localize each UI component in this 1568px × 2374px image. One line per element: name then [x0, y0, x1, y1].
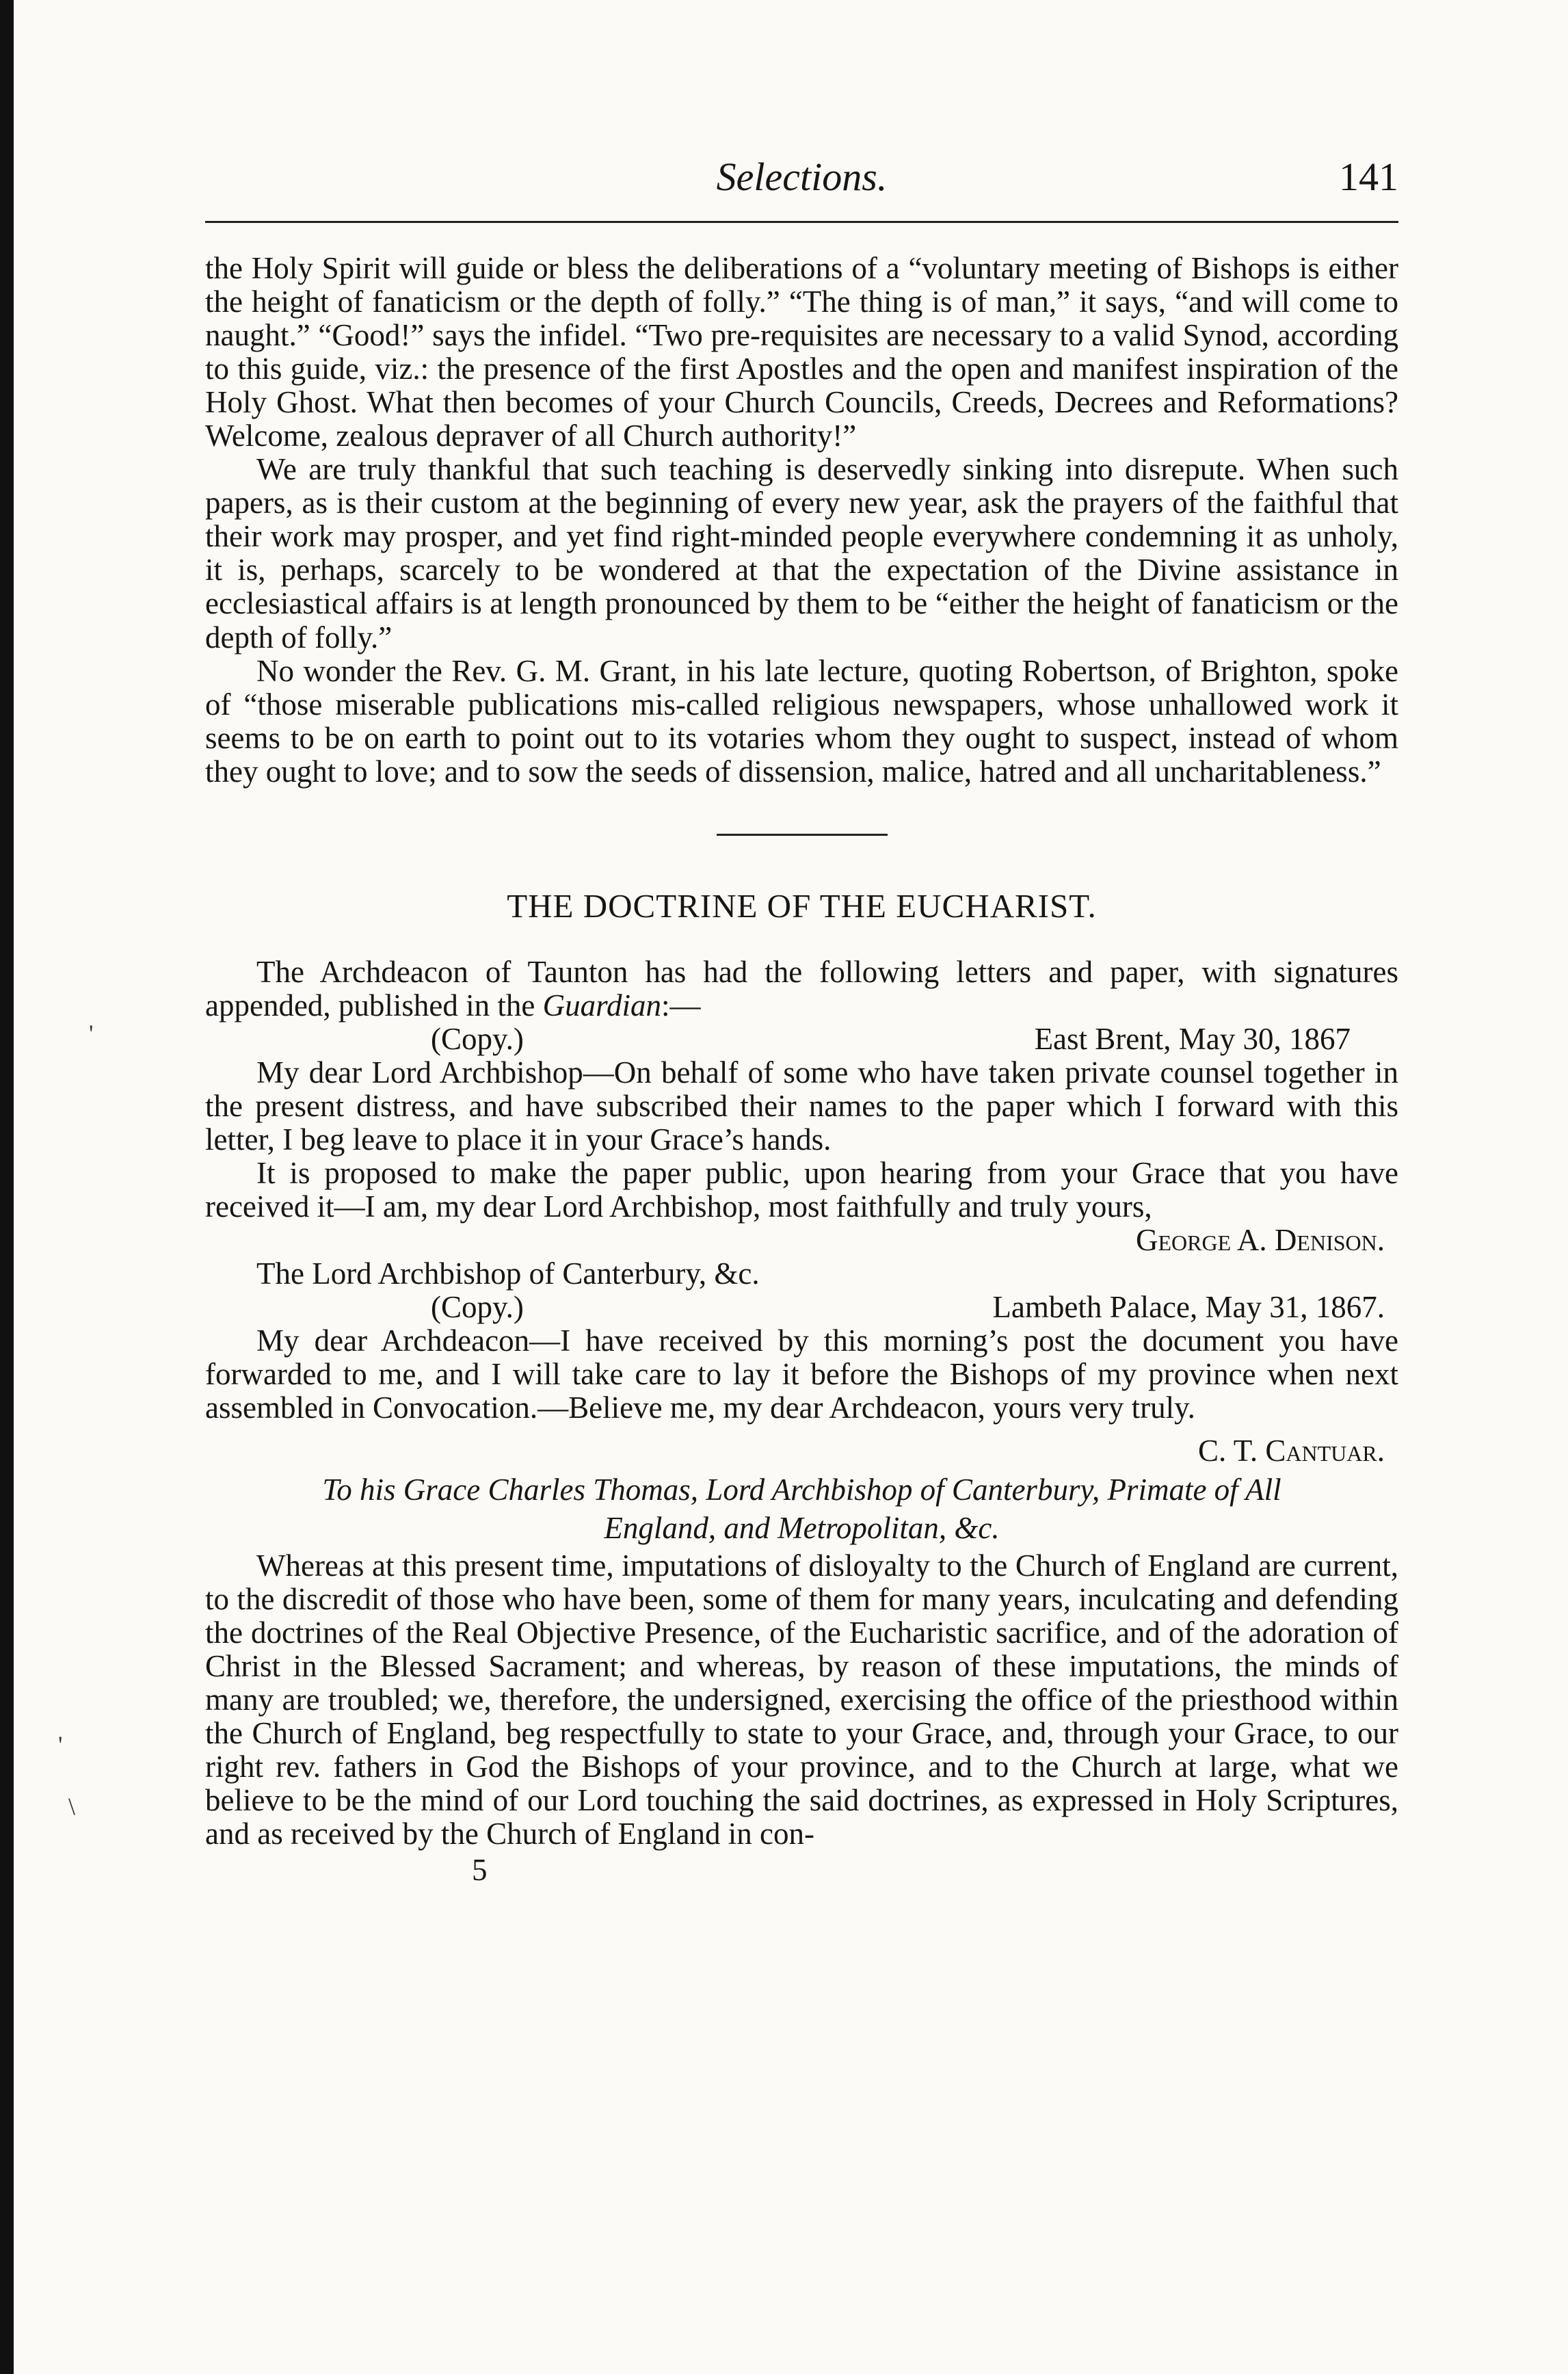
letter1-closing: It is proposed to make the paper public, upon hearing from your Grace that you have received it—I am, my dear Lord Archbishop, most faithfully and truly yours,: [205, 1156, 1398, 1224]
section-divider: [717, 834, 888, 836]
letter1-body: My dear Lord Archbishop—On behalf of some who have taken private counsel together in the present distress, and have subscribed their names to the paper which I forward with this letter, I beg leave to place it in your Grace’s hands.: [205, 1055, 1398, 1157]
article-heading: THE DOCTRINE OF THE EUCHARIST.: [507, 886, 1097, 925]
book-page: [205, 154, 1398, 1887]
letter2-header: [205, 1291, 1398, 1324]
printer-signature-mark: 5: [472, 1852, 488, 1887]
paragraph-disrepute: We are truly thankful that such teaching is deservedly sinking into disrepute. When such papers, as is their custom at the beginning of every new year, ask the prayers of the faithful that their work may prosper, and yet find right-minded people everywhere condemning it as unholy, it is, perhaps, scarcely to be wondered at that the expectation of the Divine assistance in ecclesiastical affairs is at length pronounced by them to be “either the height of fanaticism or the depth of folly.”: [205, 452, 1398, 655]
article-intro: [205, 955, 1398, 1023]
letter2-copy-label: (Copy.): [431, 1290, 524, 1325]
margin-speck: ': [58, 1731, 63, 1758]
letter1-signature: George A. Denison.: [1136, 1223, 1385, 1258]
running-title: Selections.: [716, 155, 888, 199]
letter1-addressee: The Lord Archbishop of Canterbury, &c.: [256, 1256, 760, 1291]
letter1-place-date: East Brent, May 30, 1867: [1034, 1021, 1351, 1056]
header-rule: [205, 221, 1398, 223]
letter2-signature: C. T. Cantuar.: [1198, 1434, 1385, 1468]
whereas-paragraph: Whereas at this present time, imputations of disloyalty to the Church of England are current, to the discredit of those who have been, some of them for many years, inculcating and defending the doctrines of the Real Objective Presence, of the Eucharistic sacrifice, and of the adoration of Christ in the Blessed Sacrament; and whereas, by reason of these imputations, the minds of many are troubled; we, therefore, the undersigned, exercising the office of the priesthood within the Church of England, beg respectfully to state to your Grace, and, through your Grace, to our right rev. fathers in God the Bishops of your province, and to the Church at large, what we believe to be the mind of our Lord touching the said doctrines, as expressed in Holy Scriptures, and as received by the Church of England in con-: [205, 1548, 1398, 1851]
letter1-copy-label: (Copy.): [431, 1021, 524, 1056]
continued-paragraph: the Holy Spirit will guide or bless the deliberations of a “voluntary meeting of Bishops is either the height of fanaticism or the depth of folly.” “The thing is of man,” it says, “and will come to naught.” “Good!” says the infidel. “Two pre-requisites are necessary to a valid Synod, according to this guide, viz.: the presence of the first Apostles and the open and manifest inspiration of the Holy Ghost. What then becomes of your Church Councils, Creeds, Decrees and Reformations? Welcome, zealous depraver of all Church authority!”: [205, 251, 1398, 453]
newspaper-title: Guardian: [542, 988, 661, 1023]
intro-text: The Archdeacon of Taunton has had the following letters and paper, with signatures appended, published in the: [205, 954, 1398, 1023]
binding-edge: [0, 0, 14, 2374]
paragraph-grant-quote: No wonder the Rev. G. M. Grant, in his late lecture, quoting Robertson, of Brighton, spoke of “those miserable publications mis-called religious newspapers, whose unhallowed work it seems to be on earth to point out to its votaries whom they ought to suspect, instead of whom they ought to love; and to sow the seeds of dissension, malice, hatred and all uncharitableness.”: [205, 653, 1398, 789]
margin-speck: \: [68, 1793, 76, 1820]
letter2-place-date: Lambeth Palace, May 31, 1867.: [992, 1290, 1385, 1325]
page-number: 141: [1339, 155, 1398, 199]
letter1-header: [205, 1023, 1398, 1056]
running-head: [205, 154, 1398, 215]
margin-speck: ': [89, 1020, 94, 1047]
address-line-2: England, and Metropolitan, &c.: [604, 1510, 1000, 1545]
intro-suffix: :—: [661, 988, 701, 1023]
letter2-body: My dear Archdeacon—I have received by this morning’s post the document you have forwarded to me, and I will take care to lay it before the Bishops of my province when next assembled in Convocation.—Believe me, my dear Archdeacon, yours very truly.: [205, 1323, 1398, 1425]
address-line-1: To his Grace Charles Thomas, Lord Archbishop of Canterbury, Primate of All: [322, 1473, 1281, 1507]
